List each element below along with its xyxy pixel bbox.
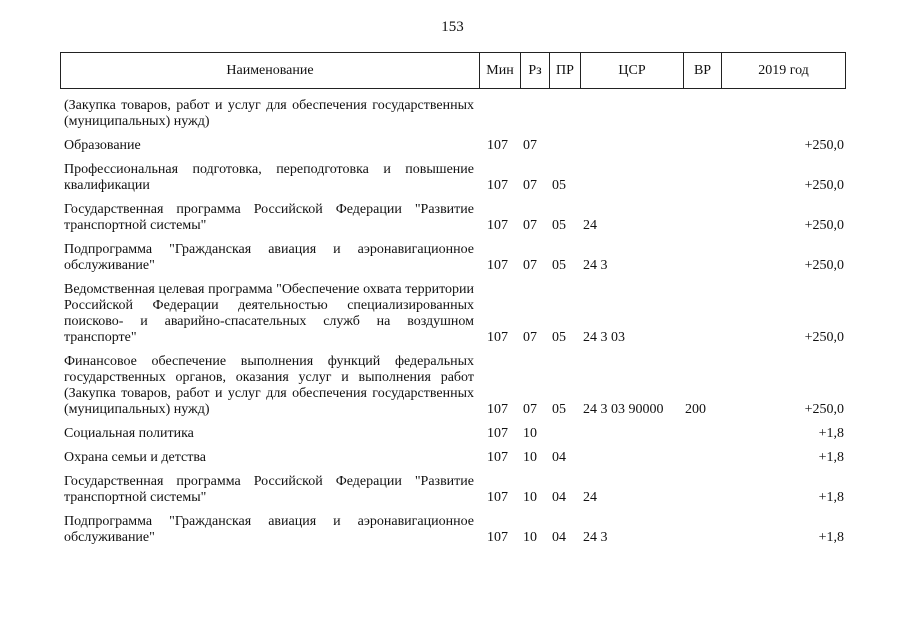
row-name: Государственная программа Российской Федерации "Развитие транспортной системы" (64, 202, 474, 233)
table-row (60, 426, 846, 442)
row-csr: 24 (583, 218, 597, 233)
row-min: 107 (487, 450, 508, 465)
row-rz: 10 (523, 426, 537, 441)
header-min: Мин (479, 53, 520, 88)
row-pr: 05 (552, 218, 566, 233)
table-header (60, 52, 846, 89)
row-name: (Закупка товаров, работ и услуг для обеспечения государственных (муниципальных) нужд) (64, 98, 474, 129)
table-row (60, 242, 846, 274)
row-vr: 200 (685, 402, 706, 417)
row-rz: 07 (523, 258, 537, 273)
row-csr: 24 3 03 (583, 330, 625, 345)
row-min: 107 (487, 530, 508, 545)
row-year: +250,0 (804, 258, 844, 273)
row-name: Государственная программа Российской Федерации "Развитие транспортной системы" (64, 474, 474, 505)
row-pr: 05 (552, 402, 566, 417)
header-year: 2019 год (721, 53, 845, 88)
row-year: +1,8 (818, 426, 844, 441)
table-row (60, 98, 846, 130)
row-year: +250,0 (804, 178, 844, 193)
row-pr: 04 (552, 450, 566, 465)
row-pr: 04 (552, 490, 566, 505)
row-csr: 24 3 03 90000 (583, 402, 664, 417)
row-year: +250,0 (804, 138, 844, 153)
row-name: Образование (64, 138, 141, 153)
row-year: +1,8 (818, 490, 844, 505)
row-min: 107 (487, 330, 508, 345)
row-min: 107 (487, 178, 508, 193)
table-row (60, 474, 846, 506)
row-year: +250,0 (804, 330, 844, 345)
table-row (60, 138, 846, 154)
row-pr: 04 (552, 530, 566, 545)
table-row (60, 450, 846, 466)
header-pr: ПР (549, 53, 580, 88)
row-name: Финансовое обеспечение выполнения функций федеральных государственных органов, оказания услуг и выполнения работ (Закупка товаров, работ и услуг для обеспечения государственных (муниципальных) нужд) (64, 354, 474, 417)
header-name: Наименование (226, 62, 314, 78)
row-rz: 07 (523, 178, 537, 193)
row-name: Подпрограмма "Гражданская авиация и аэронавигационное обслуживание" (64, 242, 474, 273)
row-rz: 07 (523, 218, 537, 233)
table-row (60, 514, 846, 546)
row-min: 107 (487, 426, 508, 441)
table-body (60, 98, 846, 554)
row-rz: 07 (523, 402, 537, 417)
table-row (60, 282, 846, 346)
row-name: Подпрограмма "Гражданская авиация и аэронавигационное обслуживание" (64, 514, 474, 545)
row-min: 107 (487, 490, 508, 505)
row-pr: 05 (552, 258, 566, 273)
table-row (60, 162, 846, 194)
row-rz: 10 (523, 490, 537, 505)
row-rz: 10 (523, 450, 537, 465)
page-number: 153 (441, 19, 464, 35)
row-name: Социальная политика (64, 426, 194, 441)
row-pr: 05 (552, 330, 566, 345)
row-min: 107 (487, 218, 508, 233)
row-year: +1,8 (818, 450, 844, 465)
row-min: 107 (487, 138, 508, 153)
row-year: +250,0 (804, 402, 844, 417)
header-rz: Рз (520, 53, 549, 88)
table-row (60, 354, 846, 418)
row-csr: 24 (583, 490, 597, 505)
row-year: +1,8 (818, 530, 844, 545)
row-pr: 05 (552, 178, 566, 193)
table-row (60, 202, 846, 234)
row-name: Охрана семьи и детства (64, 450, 206, 465)
row-year: +250,0 (804, 218, 844, 233)
row-rz: 07 (523, 330, 537, 345)
header-vr: ВР (683, 53, 721, 88)
row-csr: 24 3 (583, 258, 608, 273)
row-min: 107 (487, 402, 508, 417)
row-rz: 10 (523, 530, 537, 545)
row-rz: 07 (523, 138, 537, 153)
header-csr: ЦСР (580, 53, 683, 88)
row-name: Профессиональная подготовка, переподготовка и повышение квалификации (64, 162, 474, 193)
row-csr: 24 3 (583, 530, 608, 545)
row-name: Ведомственная целевая программа "Обеспечение охвата территории Российской Федерации деятельностью специализированных поисково- и аварийно-спасательных служб на воздушном транспорте" (64, 282, 474, 345)
row-min: 107 (487, 258, 508, 273)
